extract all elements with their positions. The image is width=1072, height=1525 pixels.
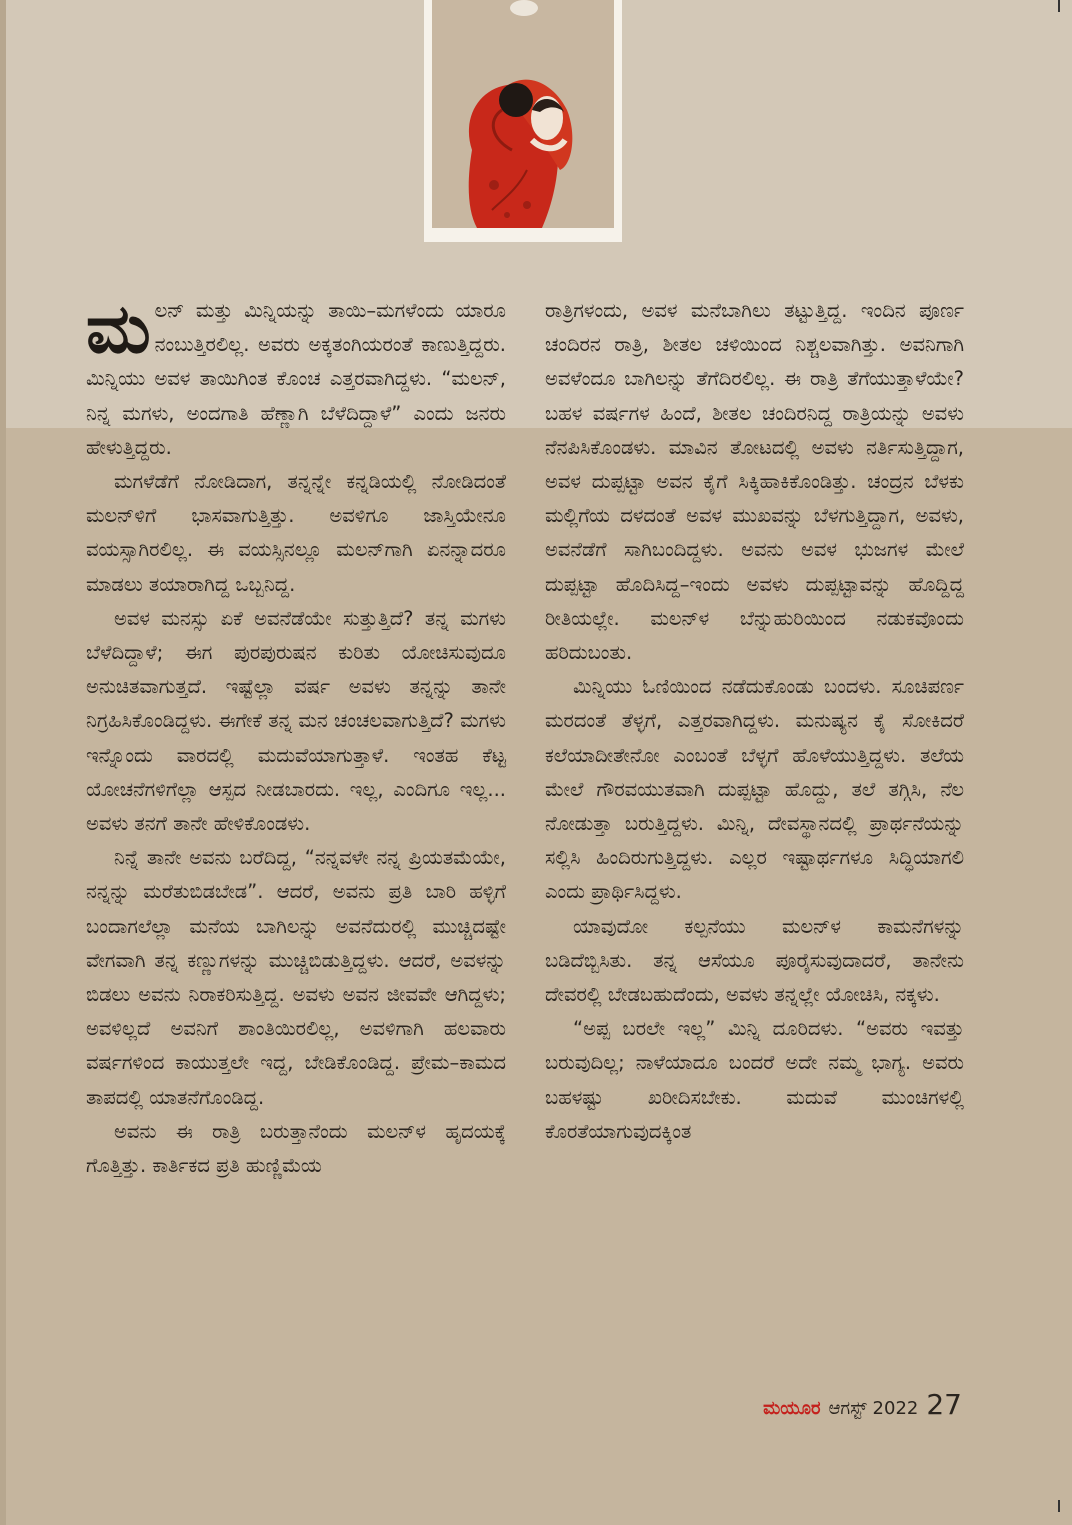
article-paragraph: ಅವಳ ಮನಸ್ಸು ಏಕೆ ಅವನೆಡೆಯೇ ಸುತ್ತುತ್ತಿದೆ? ತನ್ನ ಮಗಳು ಬೆಳೆದಿದ್ದಾಳೆ; ಈಗ ಪುರಪುರುಷನ ಕುರಿತು ಯೋಚಿಸುವುದೂ ಅನುಚಿತವಾಗುತ್ತದೆ. ಇಷ್ಟೆಲ್ಲಾ ವರ್ಷ ಅವಳು ತನ್ನನ್ನು ತಾನೇ ನಿಗ್ರಹಿಸಿಕೊಂಡಿದ್ದಳು. ಈಗೇಕೆ ತನ್ನ ಮನ ಚಂಚಲವಾಗುತ್ತಿದೆ? ಮಗಳು ಇನ್ನೊಂದು ವಾರದಲ್ಲಿ ಮದುವೆಯಾಗುತ್ತಾಳೆ. ಇಂತಹ ಕೆಟ್ಟ ಯೋಚನೆಗಳಿಗೆಲ್ಲಾ ಆಸ್ಪದ ನೀಡಬಾರದು. ಇಲ್ಲ, ಎಂದಿಗೂ ಇಲ್ಲ... ಅವಳು ತನಗೆ ತಾನೇ ಹೇಳಿಕೊಂಡಳು. — [86, 606, 506, 836]
article-paragraph: “ಅಪ್ಪ ಬರಲೇ ಇಲ್ಲ” ಮಿನ್ನಿ ದೂರಿದಳು. “ಅವರು ಇವತ್ತು ಬರುವುದಿಲ್ಲ; ನಾಳೆಯಾದೂ ಬಂದರೆ ಅದೇ ನಮ್ಮ ಭಾಗ್ಯ. ಅವರು ಬಹಳಷ್ಟು ಖರೀದಿಸಬೇಕು. ಮದುವೆ ಮುಂಚಿಗಳಲ್ಲಿ ಕೊರತೆಯಾಗುವುದಕ್ಕಿಂತ — [545, 1017, 964, 1143]
illustration-frame — [424, 0, 622, 242]
article-paragraph: ಯಾವುದೋ ಕಲ್ಪನೆಯು ಮಲನ್‌ಳ ಕಾಮನೆಗಳನ್ನು ಬಡಿದೆಬ್ಬಿಸಿತು. ತನ್ನ ಆಸೆಯೂ ಪೂರೈಸುವುದಾದರೆ, ತಾನೇನು ದೇವರಲ್ಲಿ ಬೇಡಬಹುದೆಂದು, ಅವಳು ತನ್ನಲ್ಲೇ ಯೋಚಿಸಿ, ನಕ್ಕಳು. — [545, 914, 964, 1007]
article-left-column — [86, 290, 506, 1183]
article-paragraph: ಮಿನ್ನಿಯು ಓಣಿಯಿಂದ ನಡೆದುಕೊಂಡು ಬಂದಳು. ಸೂಚಿಪರ್ಣ ಮರದಂತೆ ತೆಳ್ಳಗೆ, ಎತ್ತರವಾಗಿದ್ದಳು. ಮನುಷ್ಯನ ಕೈ ಸೋಕಿದರೆ ಕಲೆಯಾದೀತೇನೋ ಎಂಬಂತೆ ಬೆಳ್ಳಗೆ ಹೊಳೆಯುತ್ತಿದ್ದಳು. ತಲೆಯ ಮೇಲೆ ಗೌರವಯುತವಾಗಿ ದುಪ್ಪಟ್ಟಾ ಹೊದ್ದು, ತಲೆ ತಗ್ಗಿಸಿ, ನೆಲ ನೋಡುತ್ತಾ ಬರುತ್ತಿದ್ದಳು. ಮಿನ್ನಿ, ದೇವಸ್ಥಾನದಲ್ಲಿ ಪ್ರಾರ್ಥನೆಯನ್ನು ಸಲ್ಲಿಸಿ ಹಿಂದಿರುಗುತ್ತಿದ್ದಳು. ಎಲ್ಲರ ಇಷ್ಟಾರ್ಥಗಳೂ ಸಿದ್ಧಿಯಾಗಲಿ ಎಂದು ಪ್ರಾರ್ಥಿಸಿದ್ದಳು. — [545, 675, 964, 904]
paragraph-text: ಲನ್ ಮತ್ತು ಮಿನ್ನಿಯನ್ನು ತಾಯಿ–ಮಗಳೆಂದು ಯಾರೂ ನಂಬುತ್ತಿರಲಿಲ್ಲ. ಅವರು ಅಕ್ಕತಂಗಿಯರಂತೆ ಕಾಣುತ್ತಿದ್ದರು. ಮಿನ್ನಿಯು ಅವಳ ತಾಯಿಗಿಂತ ಕೊಂಚ ಎತ್ತರವಾಗಿದ್ದಳು. “ಮಲನ್, ನಿನ್ನ ಮಗಳು, ಅಂದಗಾತಿ ಹೆಣ್ಣಾಗಿ ಬೆಳೆದಿದ್ದಾಳೆ” ಎಂದು ಜನರು ಹೇಳುತ್ತಿದ್ದರು. — [86, 299, 506, 459]
article-paragraph: ಮಗಳೆಡೆಗೆ ನೋಡಿದಾಗ, ತನ್ನನ್ನೇ ಕನ್ನಡಿಯಲ್ಲಿ ನೋಡಿದಂತೆ ಮಲನ್‌ಳಿಗೆ ಭಾಸವಾಗುತ್ತಿತ್ತು. ಅವಳಿಗೂ ಜಾಸ್ತಿಯೇನೂ ವಯಸ್ಸಾಗಿರಲಿಲ್ಲ. ಈ ವಯಸ್ಸಿನಲ್ಲೂ ಮಲನ್‌ಗಾಗಿ ಏನನ್ನಾದರೂ ಮಾಡಲು ತಯಾರಾಗಿದ್ದ ಒಬ್ಬನಿದ್ದ. — [86, 470, 506, 596]
drop-cap: ಮ — [86, 290, 151, 369]
crop-mark — [1058, 0, 1060, 12]
page-number: 27 — [926, 1388, 962, 1421]
embracing-couple-illustration — [432, 0, 614, 228]
article-paragraph: ಅವನು ಈ ರಾತ್ರಿ ಬರುತ್ತಾನೆಂದು ಮಲನ್‌ಳ ಹೃದಯಕ್ಕೆ ಗೊತ್ತಿತ್ತು. ಕಾರ್ತಿಕದ ಪ್ರತಿ ಹುಣ್ಣಿಮೆಯ — [86, 1119, 506, 1178]
article-paragraph — [86, 290, 506, 465]
crop-mark — [1058, 1500, 1060, 1512]
issue-date: ಆಗಸ್ಟ್ 2022 — [828, 1398, 919, 1419]
page-edge — [0, 0, 6, 1525]
article-paragraph: ರಾತ್ರಿಗಳಂದು, ಅವಳ ಮನೆಬಾಗಿಲು ತಟ್ಟುತ್ತಿದ್ದ. ಇಂದಿನ ಪೂರ್ಣ ಚಂದಿರನ ರಾತ್ರಿ, ಶೀತಲ ಚಳಿಯಿಂದ ನಿಶ್ಚಲವಾಗಿತ್ತು. ಅವನಿಗಾಗಿ ಅವಳೆಂದೂ ಬಾಗಿಲನ್ನು ತೆಗೆದಿರಲಿಲ್ಲ. ಈ ರಾತ್ರಿ ತೆಗೆಯುತ್ತಾಳೆಯೇ? ಬಹಳ ವರ್ಷಗಳ ಹಿಂದೆ, ಶೀತಲ ಚಂದಿರನಿದ್ದ ರಾತ್ರಿಯನ್ನು ಅವಳು ನೆನಪಿಸಿಕೊಂಡಳು. ಮಾವಿನ ತೋಟದಲ್ಲಿ ಅವಳು ನರ್ತಿಸುತ್ತಿದ್ದಾಗ, ಅವಳ ದುಪ್ಪಟ್ಟಾ ಅವನ ಕೈಗೆ ಸಿಕ್ಕಿಹಾಕಿಕೊಂಡಿತ್ತು. ಚಂದ್ರನ ಬೆಳಕು ಮಲ್ಲಿಗೆಯ ದಳದಂತೆ ಅವಳ ಮುಖವನ್ನು ಬೆಳಗುತ್ತಿದ್ದಾಗ, ಅವಳು, ಅವನೆಡೆಗೆ ಸಾಗಿಬಂದಿದ್ದಳು. ಅವನು ಅವಳ ಭುಜಗಳ ಮೇಲೆ ದುಪ್ಪಟ್ಟಾ ಹೊದಿಸಿದ್ದ–ಇಂದು ಅವಳು ದುಪ್ಪಟ್ಟಾವನ್ನು ಹೊದ್ದಿದ್ದ ರೀತಿಯಲ್ಲೇ. ಮಲನ್‌ಳ ಬೆನ್ನುಹುರಿಯಿಂದ ನಡುಕವೊಂದು ಹರಿದುಬಂತು. — [545, 299, 964, 665]
article-paragraph: ನಿನ್ನೆ ತಾನೇ ಅವನು ಬರೆದಿದ್ದ, “ನನ್ನವಳೇ ನನ್ನ ಪ್ರಿಯತಮೆಯೇ, ನನ್ನನ್ನು ಮರೆತುಬಿಡಬೇಡ”. ಆದರೆ, ಅವನು ಪ್ರತಿ ಬಾರಿ ಹಳ್ಳಿಗೆ ಬಂದಾಗಲೆಲ್ಲಾ ಮನೆಯ ಬಾಗಿಲನ್ನು ಅವನೆದುರಲ್ಲಿ ಮುಚ್ಚಿದಷ್ಟೇ ವೇಗವಾಗಿ ತನ್ನ ಕಣ್ಣುಗಳನ್ನು ಮುಚ್ಚಿಬಿಡುತ್ತಿದ್ದಳು. ಆದರೆ, ಅವಳನ್ನು ಬಿಡಲು ಅವನು ನಿರಾಕರಿಸುತ್ತಿದ್ದ. ಅವಳು ಅವನ ಜೀವವೇ ಆಗಿದ್ದಳು; ಅವಳಿಲ್ಲದೆ ಅವನಿಗೆ ಶಾಂತಿಯಿರಲಿಲ್ಲ, ಅವಳಿಗಾಗಿ ಹಲವಾರು ವರ್ಷಗಳಿಂದ ಕಾಯುತ್ತಲೇ ಇದ್ದ, ಬೇಡಿಕೊಂಡಿದ್ದ. ಪ್ರೇಮ–ಕಾಮದ ತಾಪದಲ್ಲಿ ಯಾತನೆಗೊಂಡಿದ್ದ. — [86, 846, 506, 1109]
magazine-logo: ಮಯೂರ — [763, 1398, 821, 1419]
page-footer — [763, 1388, 962, 1421]
article-right-column — [545, 294, 964, 1149]
